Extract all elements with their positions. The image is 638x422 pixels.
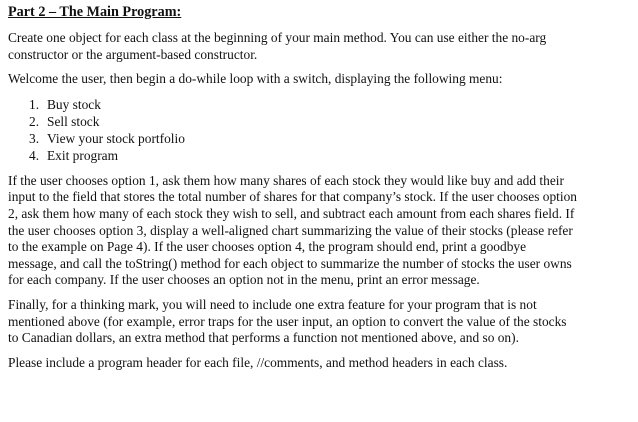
menu-item-number: 3. bbox=[29, 130, 40, 146]
menu-item-label: Sell stock bbox=[47, 113, 100, 129]
paragraph-line: to Canadian dollars, an extra method that performs a function not mentioned above, and so on). bbox=[8, 330, 519, 346]
paragraph-line: Create one object for each class at the beginning of your main method. You can use either the no-arg bbox=[8, 30, 547, 45]
menu-item-number: 2. bbox=[29, 113, 40, 129]
paragraph-line: input to the field that stores the total number of shares for that company’s stock. If the user chooses option bbox=[8, 189, 577, 205]
menu-list-item bbox=[29, 113, 638, 130]
section-heading: Part 2 – The Main Program: bbox=[8, 4, 182, 20]
menu-list bbox=[8, 96, 638, 164]
paragraph-line: Please include a program header for each file, //comments, and method headers in each class. bbox=[8, 354, 508, 370]
paragraph-line: to the example on Page 4). If the user chooses option 4, the program should end, print a goodbye bbox=[8, 239, 527, 255]
menu-list-item bbox=[29, 96, 638, 113]
paragraph-line: Welcome the user, then begin a do-while loop with a switch, displaying the following menu: bbox=[8, 71, 503, 87]
menu-list-item bbox=[29, 147, 638, 164]
menu-list-item bbox=[29, 130, 638, 147]
paragraph-line: If the user chooses option 1, ask them how many shares of each stock they would like buy and add their bbox=[8, 172, 564, 188]
paragraph-thinking-mark bbox=[8, 297, 638, 347]
paragraph-line: mentioned above (for example, error traps for the user input, an option to convert the value of the stocks bbox=[8, 313, 567, 329]
paragraph-line: message, and call the toString() method for each object to summarize the number of stocks the user owns bbox=[8, 255, 572, 271]
paragraph-welcome bbox=[8, 71, 638, 88]
menu-item-number: 4. bbox=[29, 147, 40, 163]
menu-item-number: 1. bbox=[29, 96, 40, 112]
paragraph-object-creation bbox=[8, 30, 638, 63]
paragraph-line: for each company. If the user chooses an option not in the menu, print an error message. bbox=[8, 272, 480, 288]
paragraph-line: Finally, for a thinking mark, you will need to include one extra feature for your program that is not bbox=[8, 296, 537, 312]
menu-item-label: Exit program bbox=[47, 147, 119, 163]
paragraph-line: 2, ask them how many of each stock they wish to sell, and subtract each amount from each shares field. If bbox=[8, 205, 575, 221]
paragraph-line: the user chooses option 3, display a well-aligned chart summarizing the value of their stocks (please refer bbox=[8, 222, 573, 238]
paragraph-headers bbox=[8, 355, 638, 372]
menu-item-label: View your stock portfolio bbox=[47, 130, 185, 146]
paragraph-line: constructor or the argument-based constructor. bbox=[8, 46, 258, 62]
paragraph-menu-options bbox=[8, 173, 638, 289]
menu-item-label: Buy stock bbox=[47, 96, 101, 112]
